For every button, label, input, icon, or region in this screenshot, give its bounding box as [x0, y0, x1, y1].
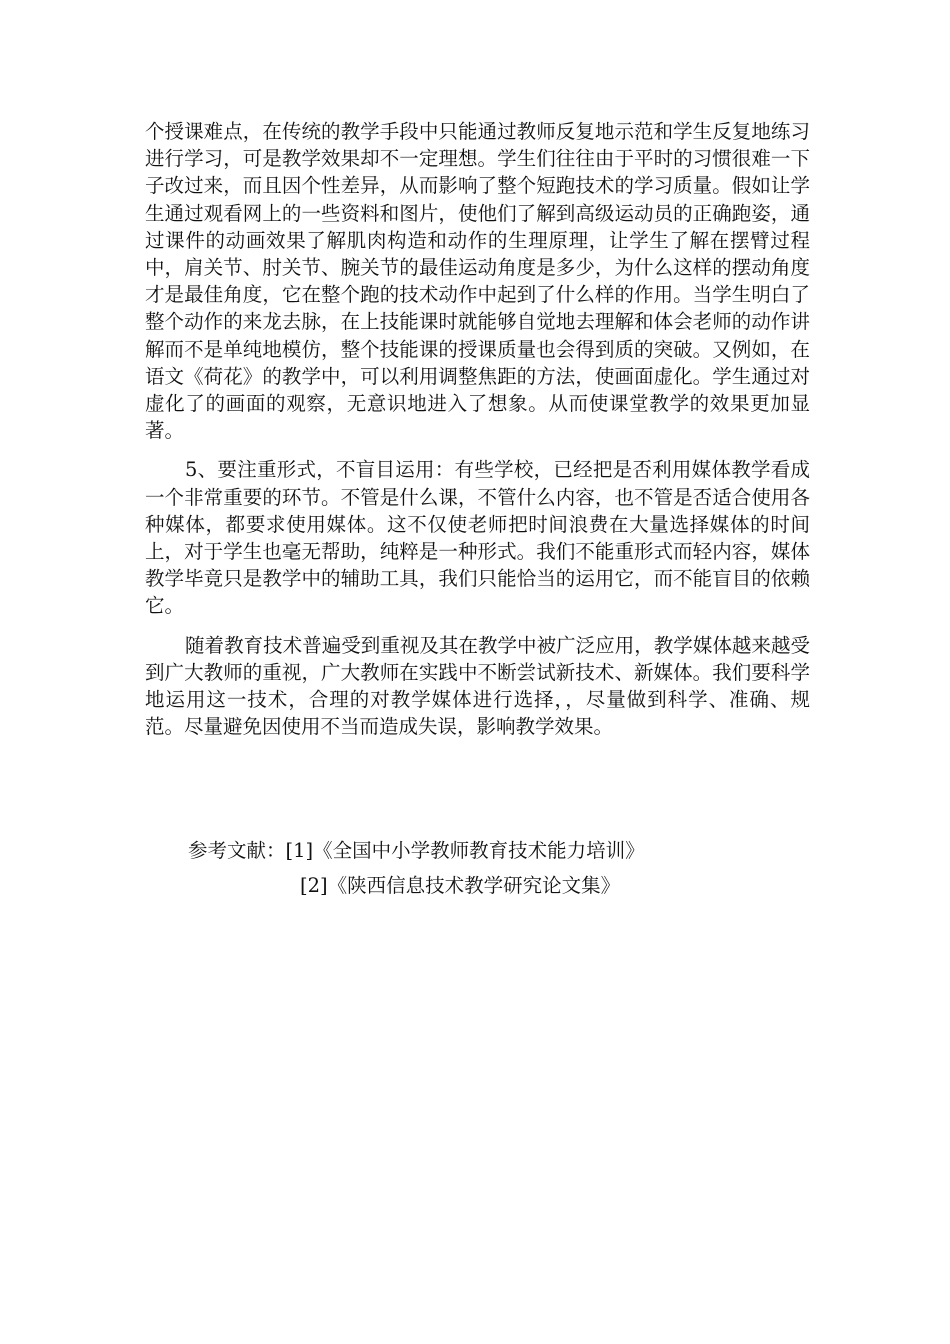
- reference-line-1: [188, 836, 808, 866]
- reference-item-2: [2]《陕西信息技术教学研究论文集》: [300, 874, 621, 897]
- references-section: [188, 836, 808, 901]
- paragraph-continuation: 个授课难点，在传统的教学手段中只能通过教师反复地示范和学生反复地练习进行学习，可是教学效果却不一定理想。学生们往往由于平时的习惯很难一下子改过来，而且因个性差异，从而影响了整个短跑技术的学习质量。假如让学生通过观看网上的一些资料和图片，使他们了解到高级运动员的正确跑姿，通过课件的动画效果了解肌肉构造和动作的生理原理，让学生了解在摆臂过程中，肩关节、肘关节、腕关节的最佳运动角度是多少，为什么这样的摆动角度才是最佳角度，它在整个跑的技术动作中起到了什么样的作用。当学生明白了整个动作的来龙去脉，在上技能课时就能够自觉地去理解和体会老师的动作讲解而不是单纯地模仿，整个技能课的授课质量也会得到质的突破。又例如，在语文《荷花》的教学中，可以利用调整焦距的方法，使画面虚化。学生通过对虚化了的画面的观察，无意识地进入了想象。从而使课堂教学的效果更加显著。: [145, 120, 810, 443]
- references-label: 参考文献：: [188, 839, 286, 862]
- paragraph-conclusion: 随着教育技术普遍受到重视及其在教学中被广泛应用，教学媒体越来越受到广大教师的重视，广大教师在实践中不断尝试新技术、新媒体。我们要科学地运用这一技术，合理的对教学媒体进行选择，，尽量做到科学、准确、规范。尽量避免因使用不当而造成失误，影响教学效果。: [145, 633, 810, 739]
- body-text: [145, 118, 810, 740]
- reference-line-2: [188, 871, 808, 901]
- reference-item-1: [1]《全国中小学教师教育技术能力培训》: [285, 839, 645, 862]
- paragraph-point-5: 5、要注重形式，不盲目运用：有些学校，已经把是否利用媒体教学看成一个非常重要的环节。不管是什么课，不管什么内容，也不管是否适合使用各种媒体，都要求使用媒体。这不仅使老师把时间浪费在大量选择媒体的时间上，对于学生也毫无帮助，纯粹是一种形式。我们不能重形式而轻内容，媒体教学毕竟只是教学中的辅助工具，我们只能恰当的运用它，而不能盲目的依赖它。: [145, 458, 810, 618]
